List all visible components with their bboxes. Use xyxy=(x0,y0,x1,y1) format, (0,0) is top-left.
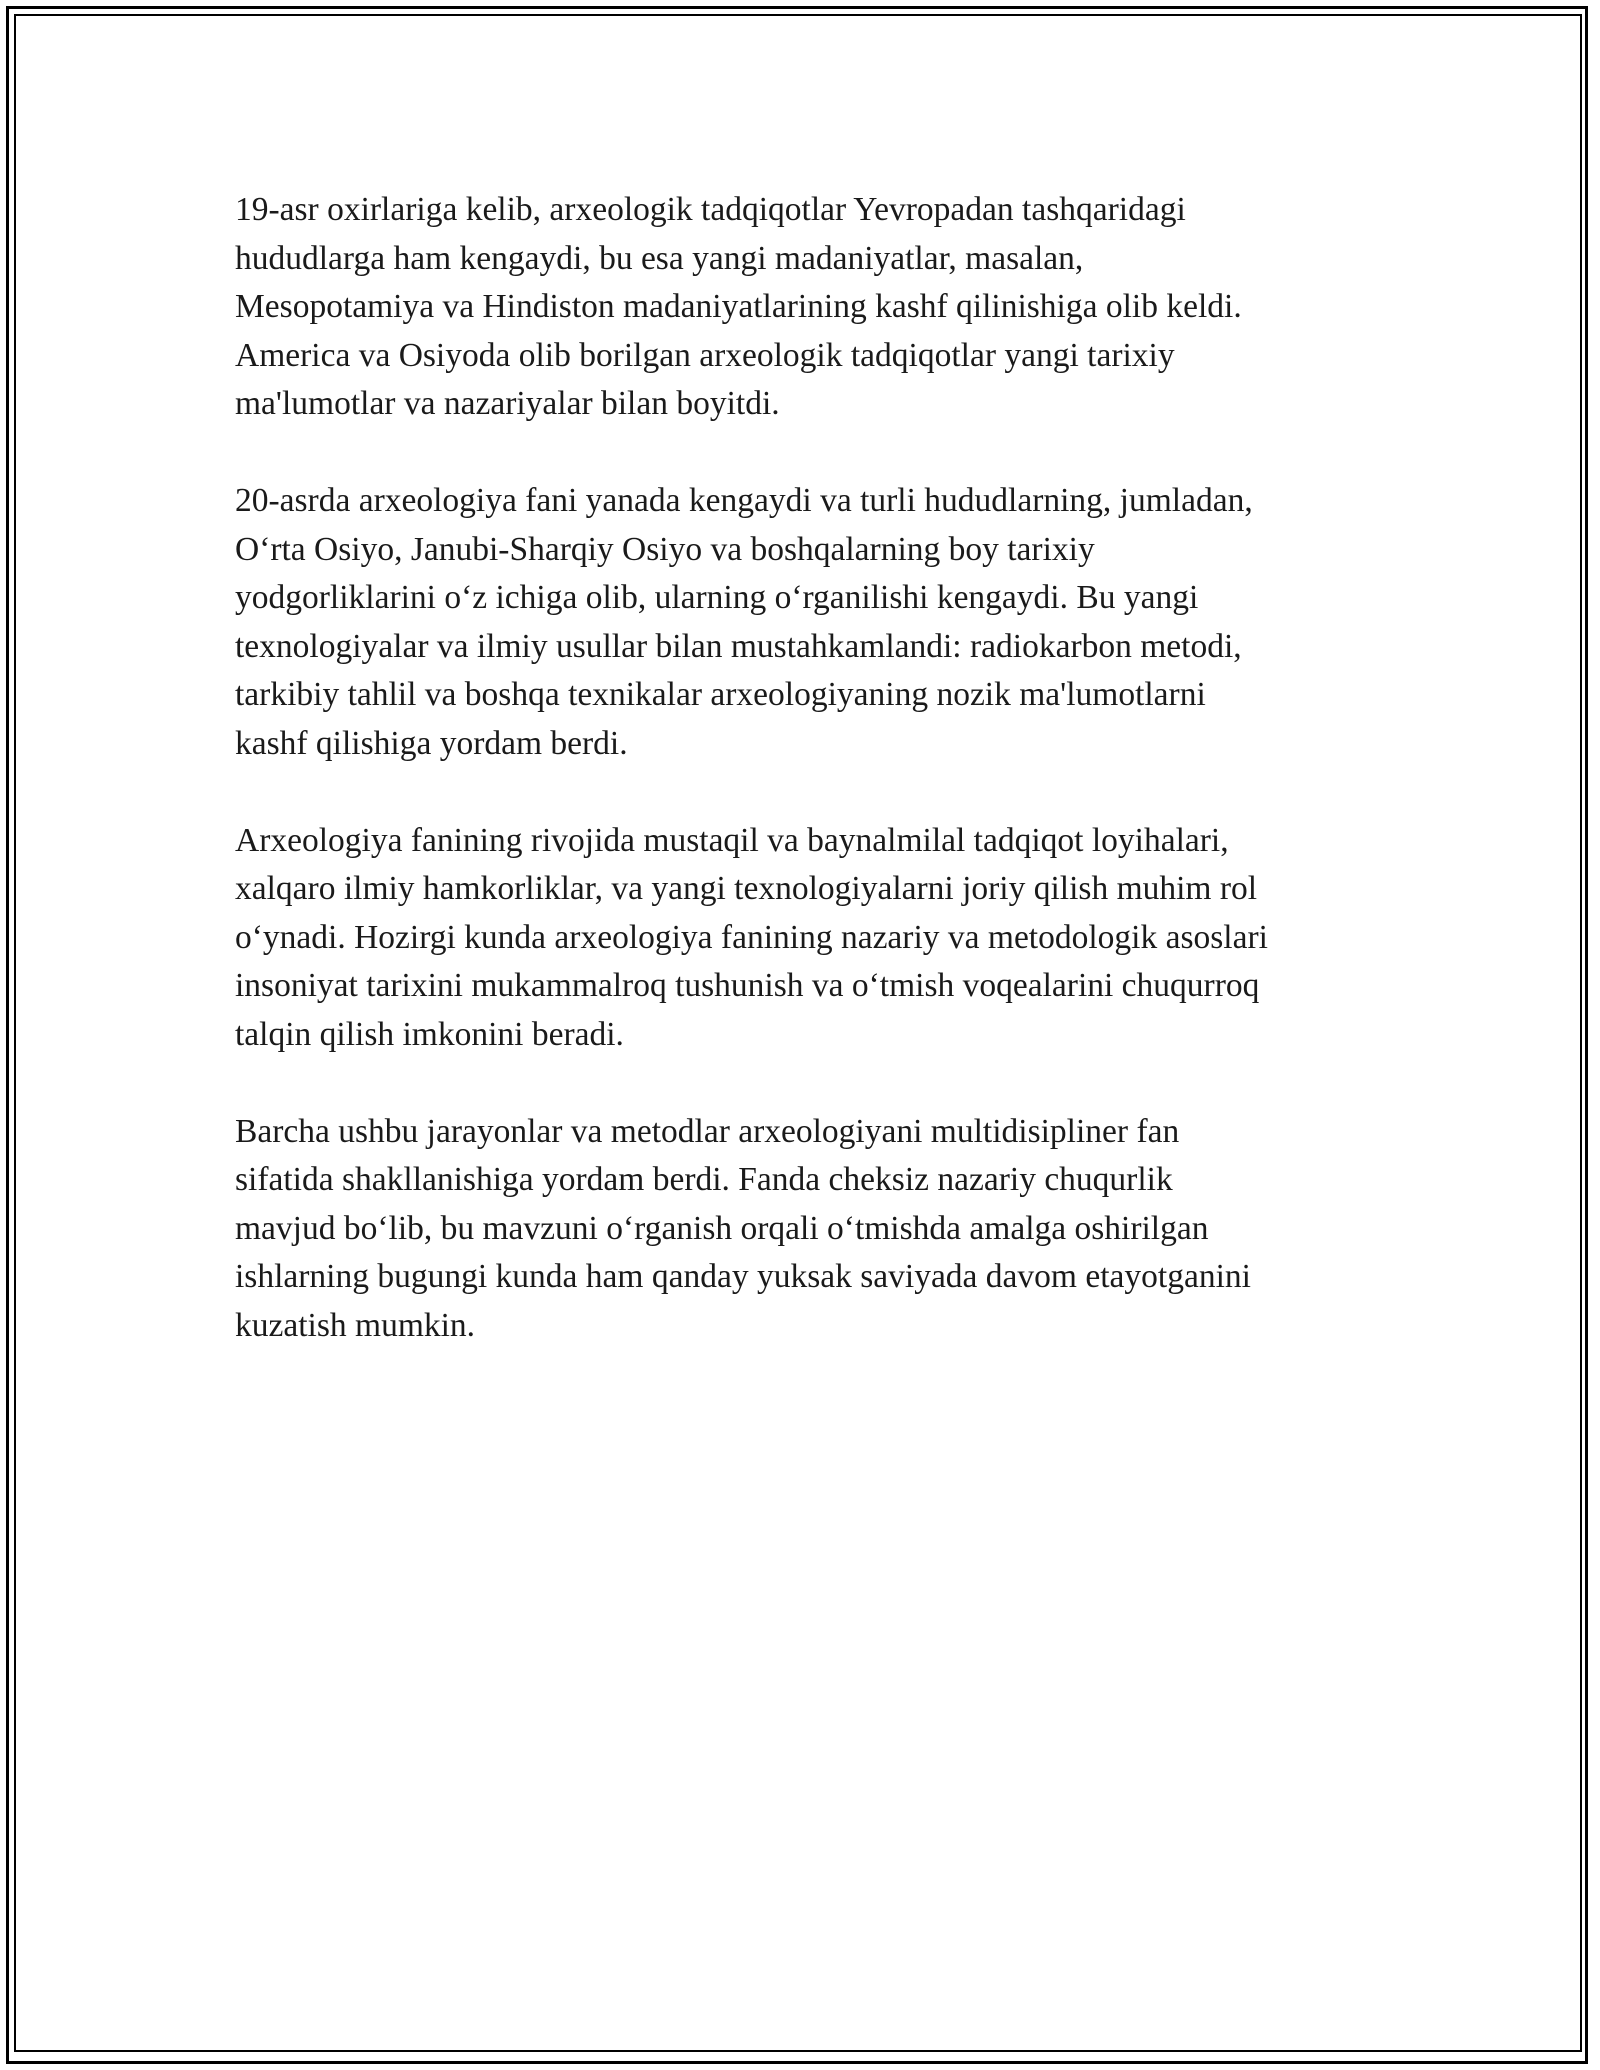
text-line: o‘ynadi. Hozirgi kunda arxeologiya fanining nazariy va metodologik asoslari xyxy=(235,918,1268,956)
paragraph-4 xyxy=(235,1108,1375,1351)
text-line: Mesopotamiya va Hindiston madaniyatlarining kashf qilinishiga olib keldi. xyxy=(235,288,1242,325)
text-line: 19-asr oxirlariga kelib, arxeologik tadqiqotlar Yevropadan tashqaridagi xyxy=(235,191,1186,228)
text-line: America va Osiyoda olib borilgan arxeologik tadqiqotlar yangi tarixiy xyxy=(235,336,1175,374)
text-line: Barcha ushbu jarayonlar va metodlar arxeologiyani multidisipliner fan xyxy=(235,1112,1180,1150)
text-line: Arxeologiya fanining rivojida mustaqil va baynalmilal tadqiqot loyihalari, xyxy=(235,821,1229,859)
text-line: hududlarga ham kengaydi, bu esa yangi madaniyatlar, masalan, xyxy=(235,239,1084,277)
text-line: 20-asrda arxeologiya fani yanada kengaydi va turli hududlarning, jumladan, xyxy=(235,482,1253,519)
text-line: O‘rta Osiyo, Janubi-Sharqiy Osiyo va boshqalarning boy tarixiy xyxy=(235,530,1095,568)
text-line: insoniyat tarixini mukammalroq tushunish va o‘tmish voqealarini chuqurroq xyxy=(235,967,1260,1004)
text-line: ishlarning bugungi kunda ham qanday yuksak saviyada davom etayotganini xyxy=(235,1258,1251,1295)
text-line: ma'lumotlar va nazariyalar bilan boyitdi. xyxy=(235,385,780,422)
paragraph-2 xyxy=(235,477,1375,768)
text-line: texnologiyalar va ilmiy usullar bilan mustahkamlandi: radiokarbon metodi, xyxy=(235,627,1242,665)
text-line: tarkibiy tahlil va boshqa texnikalar arxeologiyaning nozik ma'lumotlarni xyxy=(235,676,1206,713)
text-line: mavjud bo‘lib, bu mavzuni o‘rganish orqali o‘tmishda amalga oshirilgan xyxy=(235,1209,1209,1247)
paragraph-1 xyxy=(235,186,1375,429)
text-line: kashf qilishiga yordam berdi. xyxy=(235,724,628,762)
document-body xyxy=(235,186,1375,1399)
text-line: yodgorliklarini o‘z ichiga olib, ularning o‘rganilishi kengaydi. Bu yangi xyxy=(235,579,1199,616)
text-line: xalqaro ilmiy hamkorliklar, va yangi texnologiyalarni joriy qilish muhim rol xyxy=(235,870,1258,907)
paragraph-3 xyxy=(235,817,1375,1060)
text-line: talqin qilish imkonini beradi. xyxy=(235,1015,624,1053)
text-line: sifatida shakllanishiga yordam berdi. Fanda cheksiz nazariy chuqurlik xyxy=(235,1161,1173,1198)
text-line: kuzatish mumkin. xyxy=(235,1306,476,1344)
